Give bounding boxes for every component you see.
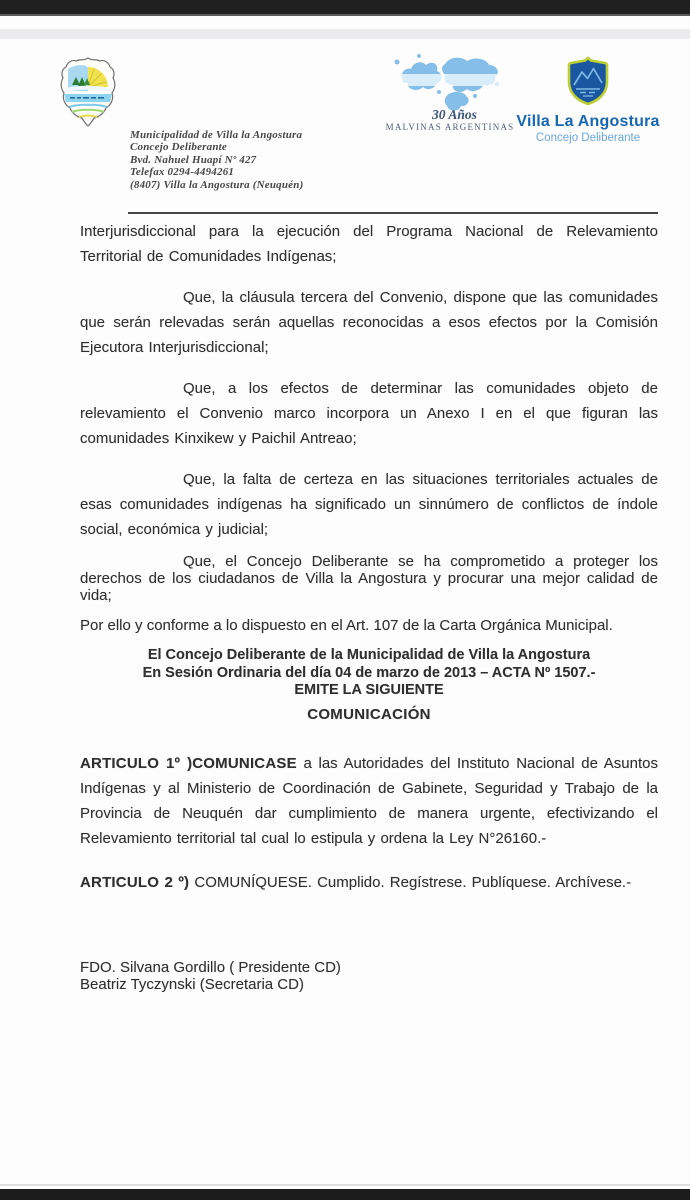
document-body xyxy=(80,212,658,994)
article-2-label: ARTICULO 2 º) xyxy=(80,873,190,891)
address-line: Concejo Deliberante xyxy=(130,141,227,154)
document-title: COMUNICACIÓN xyxy=(307,705,431,723)
vla-logo-subtitle: Concejo Deliberante xyxy=(535,132,641,144)
paragraph: Que, la cláusula tercera del Convenio, dispone que las comunidades que serán relevadas serán aquellas reconocidas a esos efectos por la Comisión Ejecutora Interjurisdiccional; xyxy=(80,289,658,356)
article-2 xyxy=(80,873,658,893)
address-line: Municipalidad de Villa la Angostura xyxy=(130,129,303,141)
malvinas-anniversary-label: 30 Años xyxy=(432,107,477,122)
signature-line: Beatriz Tyczynski (Secretaria CD) xyxy=(80,976,304,993)
municipal-crest-icon xyxy=(57,55,119,129)
letterhead-divider xyxy=(128,212,658,214)
signature-block xyxy=(80,959,658,994)
letterhead-address xyxy=(130,129,303,191)
page-bottom-strip xyxy=(0,1184,690,1186)
paragraph: Por ello y conforme a lo dispuesto en el Art. 107 de la Carta Orgánica Municipal. xyxy=(80,617,613,634)
session-heading-line: El Concejo Deliberante de la Municipalidad de Villa la Angostura xyxy=(147,647,591,663)
session-heading-line: EMITE LA SIGUIENTE xyxy=(294,682,444,698)
article-2-text: COMUNÍQUESE. Cumplido. Regístrese. Publíquese. Archívese.- xyxy=(189,873,632,891)
malvinas-caption: MALVINAS ARGENTINAS xyxy=(385,122,515,132)
paragraph: Que, la falta de certeza en las situaciones territoriales actuales de esas comunidades indígenas ha significado un sinnúmero de conflictos de índole social, económica y judicial; xyxy=(80,471,658,538)
malvinas-logo xyxy=(384,50,516,132)
letterbox-bottom-bar xyxy=(0,1189,690,1200)
session-heading-line: En Sesión Ordinaria del día 04 de marzo de 2013 – ACTA Nº 1507.- xyxy=(142,664,596,681)
paragraph: Que, el Concejo Deliberante se ha comprometido a proteger los derechos de los ciudadanos de Villa la Angostura y procurar una mejor calidad de vida; xyxy=(80,553,658,604)
address-line: Telefax 0294-4494261 xyxy=(130,166,235,179)
address-line: (8407) Villa la Angostura (Neuquén) xyxy=(130,178,304,191)
paragraph: Que, a los efectos de determinar las comunidades objeto de relevamiento el Convenio marco incorpora un Anexo I en el que figuran las comunidades Kinxikew y Paichil Antreao; xyxy=(80,380,658,447)
mountain-shield-icon xyxy=(566,56,610,106)
letterbox-top-bar xyxy=(0,0,690,16)
paragraph: Interjurisdiccional para la ejecución del Programa Nacional de Relevamiento Territorial de Comunidades Indígenas; xyxy=(80,223,658,265)
vla-logo xyxy=(512,56,664,144)
article-1-text: a las Autoridades del Instituto Nacional de Asuntos Indígenas y al Ministerio de Coordinación de Gabinete, Seguridad y Trabajo de la Provincia de Neuquén dar cumplimiento de manera urgente, efectivizando el Relevamiento territorial tal cual lo estipula y ordena la Ley N°26160.- xyxy=(80,754,658,847)
page-top-strip xyxy=(0,29,690,39)
signature-line: FDO. Silvana Gordillo ( Presidente CD) xyxy=(80,958,341,976)
article-1-label: ARTICULO 1º )COMUNICASE xyxy=(80,754,297,772)
article-1 xyxy=(80,751,658,851)
vla-logo-title: Villa La Angostura xyxy=(516,113,660,130)
address-line: Bvd. Nahuel Huapí Nº 427 xyxy=(130,153,257,166)
